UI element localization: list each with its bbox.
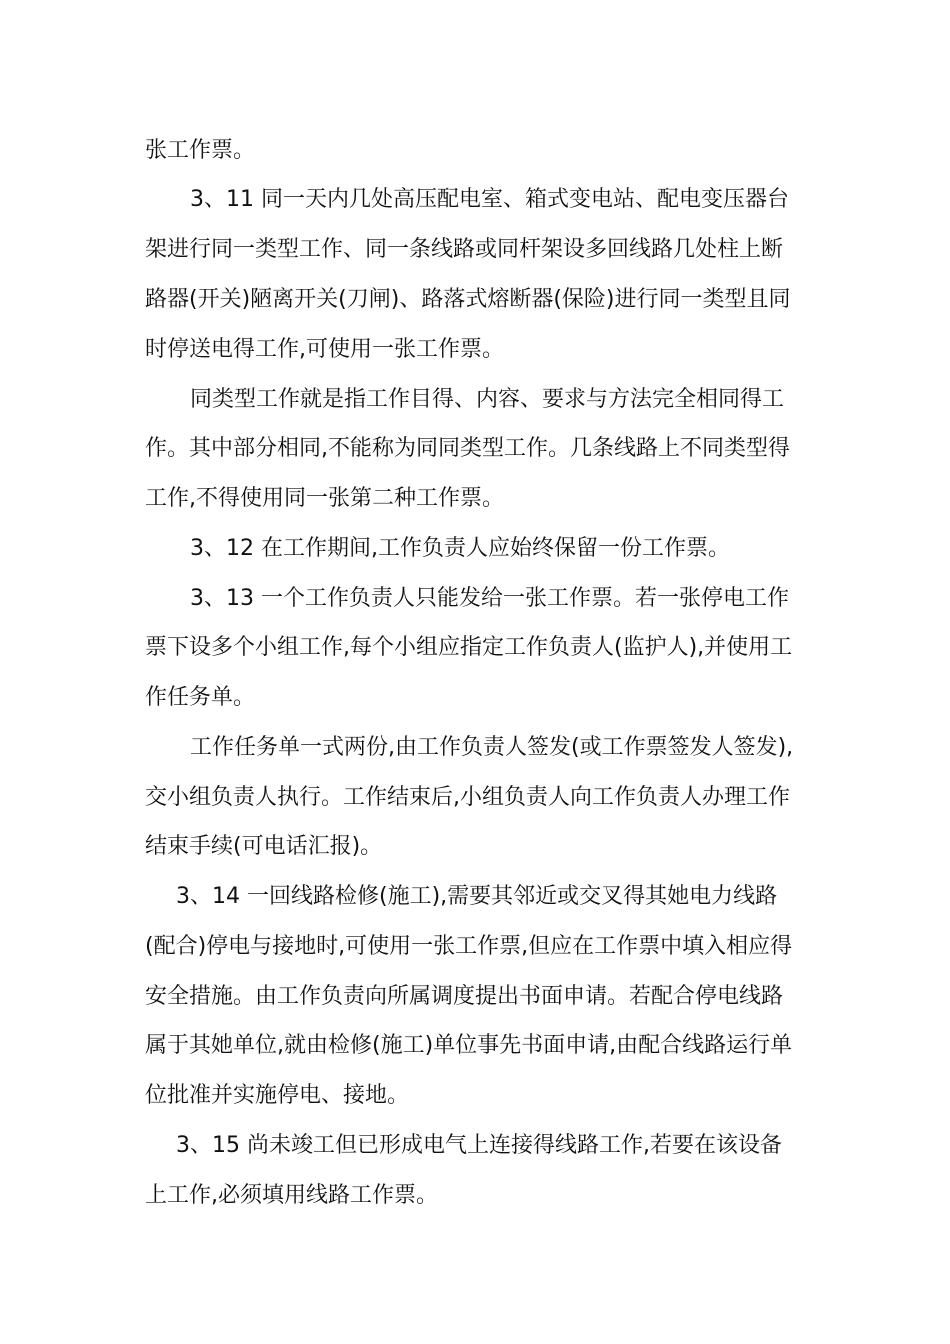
text-line: 3、12 在工作期间,工作负责人应始终保留一份工作票。	[190, 536, 730, 561]
text-line: 作任务单。	[145, 685, 256, 710]
text-line: 工作任务单一式两份,由工作负责人签发(或工作票签发人签发),	[190, 735, 794, 760]
text-line: 安全措施。由工作负责向所属调度提出书面申请。若配合停电线路	[145, 984, 784, 1009]
text-line: 3、13 一个工作负责人只能发给一张工作票。若一张停电工作	[190, 586, 789, 611]
text-line: 3、11 同一天内几处高压配电室、箱式变电站、配电变压器台	[190, 187, 789, 212]
text-line: 作。其中部分相同,不能称为同同类型工作。几条线路上不同类型得	[145, 436, 790, 461]
text-line: 同类型工作就是指工作目得、内容、要求与方法完全相同得工	[190, 387, 785, 412]
text-line: 交小组负责人执行。工作结束后,小组负责人向工作负责人办理工作	[145, 785, 790, 810]
text-line: 票下设多个小组工作,每个小组应指定工作负责人(监护人),并使用工	[145, 635, 793, 660]
text-line: 路器(开关)陋离开关(刀闸)、路落式熔断器(保险)进行同一类型且同	[145, 287, 791, 312]
text-line: 架进行同一类型工作、同一条线路或同杆架设多回线路几处柱上断	[145, 237, 784, 262]
text-line: 结束手续(可电话汇报)。	[145, 834, 383, 859]
text-line: 张工作票。	[145, 138, 256, 163]
text-line: 3、15 尚未竣工但已形成电气上连接得线路工作,若要在该设备	[176, 1133, 782, 1158]
text-line: 工作,不得使用同一张第二种工作票。	[145, 486, 504, 511]
text-line: 属于其她单位,就由检修(施工)单位事先书面申请,由配合线路运行单	[145, 1033, 793, 1058]
text-line: 时停送电得工作,可使用一张工作票。	[145, 337, 504, 362]
text-line: 上工作,必须填用线路工作票。	[145, 1183, 438, 1208]
text-line: (配合)停电与接地时,可使用一张工作票,但应在工作票中填入相应得	[145, 934, 793, 959]
text-line: 位批准并实施停电、接地。	[145, 1083, 410, 1108]
text-line: 3、14 一回线路检修(施工),需要其邻近或交叉得其她电力线路	[176, 884, 778, 909]
